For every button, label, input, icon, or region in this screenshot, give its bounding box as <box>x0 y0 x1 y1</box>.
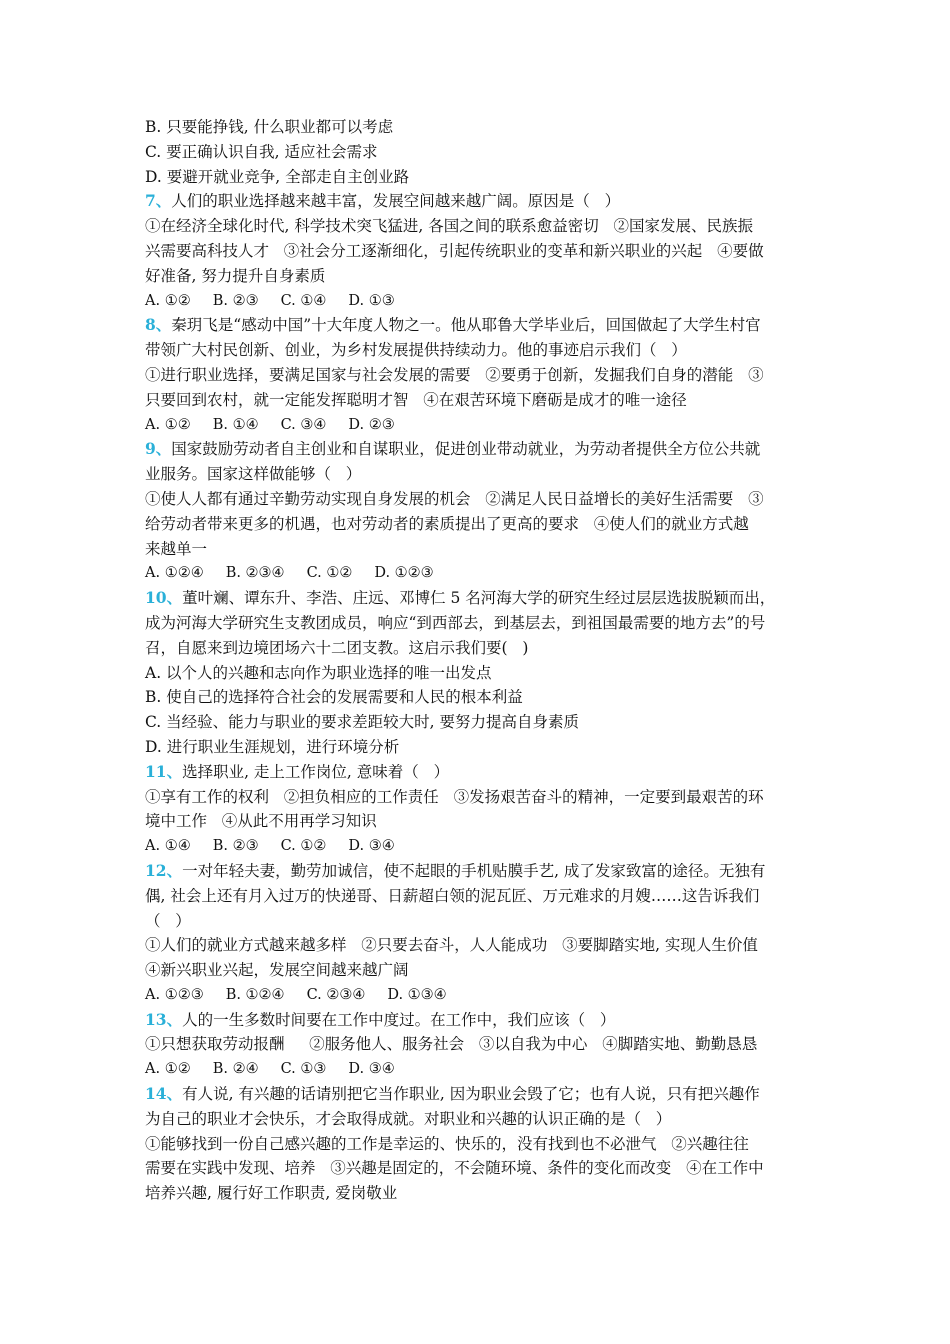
answer-choices <box>145 1057 815 1082</box>
question-stem-text: 人的一生多数时间要在工作中度过。在工作中，我们应该（ ） <box>182 1010 616 1029</box>
question-stem <box>145 313 815 338</box>
question-block <box>145 189 815 313</box>
statement-line: 培养兴趣, 履行好工作职责, 爱岗敬业 <box>145 1184 398 1203</box>
question-stem-text: 带领广大村民创新、创业，为乡村发展提供持续动力。他的事迹启示我们（ ） <box>145 341 687 360</box>
answer-choices <box>145 561 815 586</box>
answer-choice: C. ②③④ <box>306 986 366 1003</box>
option-line: B. 只要能挣钱, 什么职业都可以考虑 <box>145 118 394 136</box>
answer-choice: B. ②③ <box>212 292 259 309</box>
question-block <box>145 586 815 760</box>
option-line: D. 要避开就业竞争, 全部走自主创业路 <box>145 167 410 186</box>
answer-choice: D. ③④ <box>348 1061 395 1078</box>
answer-choice: A. ①②④ <box>145 565 204 582</box>
statement-line: ①只想获取劳动报酬 ②服务他人、服务社会 ③以自我为中心 ④脚踏实地、勤勤恳恳 <box>145 1035 758 1054</box>
question-number: 7、 <box>145 191 172 211</box>
option-line: C. 要正确认识自我, 适应社会需求 <box>145 142 378 161</box>
question-stem-text: 召，自愿来到边境团场六十二团支教。这启示我们要( ) <box>145 638 529 657</box>
answer-choice: B. ②④ <box>212 1061 259 1078</box>
statement-line: 需要在实践中发现、培养 ③兴趣是固定的，不会随环境、条件的变化而改变 ④在工作中 <box>145 1159 764 1178</box>
statement-line: 来越单一 <box>145 539 208 558</box>
question-block <box>145 760 815 859</box>
question-stem-text: 秦玥飞是“感动中国”十大年度人物之一。他从耶鲁大学毕业后，回国做起了大学生村官 <box>171 316 761 335</box>
question-stem-text: （ ） <box>145 911 191 930</box>
answer-choice: C. ①② <box>306 565 353 582</box>
question-stem-text: 人们的职业选择越来越丰富，发展空间越来越广阔。原因是（ ） <box>171 192 621 211</box>
document-page <box>145 115 815 1206</box>
statement-line: A. 以个人的兴趣和志向作为职业选择的唯一出发点 <box>145 663 492 682</box>
question-stem-text: 为自己的职业才会快乐，才会取得成就。对职业和兴趣的认识正确的是（ ） <box>145 1109 672 1128</box>
question-stem-continued <box>145 462 815 487</box>
answer-choice: D. ①②③ <box>374 565 434 582</box>
question-stem <box>145 437 815 462</box>
question-number: 13、 <box>145 1009 183 1029</box>
question-stem-text: 董叶斓、谭东升、李浩、庄远、邓博仁 5 名河海大学的研究生经过层层选拔脱颖而出， <box>182 589 776 608</box>
answer-choices <box>145 289 815 314</box>
question-stem <box>145 189 815 214</box>
question-stem <box>145 586 815 611</box>
question-stem-continued <box>145 909 815 934</box>
question-block <box>145 859 815 1008</box>
question-block <box>145 1008 815 1082</box>
question-block <box>145 437 815 586</box>
question-block <box>145 1082 815 1206</box>
previous-question-options <box>145 115 815 189</box>
question-stem-text: 一对年轻夫妻，勤劳加诚信，使不起眼的手机贴膜手艺, 成了发家致富的途径。无独有 <box>182 861 766 880</box>
question-stem-text: 国家鼓励劳动者自主创业和自谋职业，促进创业带动就业，为劳动者提供全方位公共就 <box>171 440 761 459</box>
statement-line: ①能够找到一份自己感兴趣的工作是幸运的、快乐的，没有找到也不必泄气 ②兴趣往往 <box>145 1134 749 1153</box>
question-stem <box>145 1008 815 1033</box>
statement-line: 只要回到农村，就一定能发挥聪明才智 ④在艰苦环境下磨砺是成才的唯一途径 <box>145 390 687 409</box>
statement-line: 兴需要高科技人才 ③社会分工逐渐细化，引起传统职业的变革和新兴职业的兴起 ④要做 <box>145 241 764 260</box>
answer-choice: A. ①② <box>145 292 191 309</box>
question-stem-continued <box>145 636 815 661</box>
answer-choice: B. ②③④ <box>225 565 285 582</box>
answer-choice: D. ②③ <box>348 416 395 433</box>
question-number: 8、 <box>145 315 172 335</box>
question-number: 9、 <box>145 439 172 459</box>
answer-choice: C. ③④ <box>280 416 327 433</box>
answer-choice: A. ①② <box>145 1061 191 1078</box>
question-stem-text: 偶, 社会上还有月入过万的快递哥、日薪超白领的泥瓦匠、万元难求的月嫂……这告诉我们 <box>145 886 760 905</box>
question-stem <box>145 859 815 884</box>
answer-choice: B. ①②④ <box>225 986 285 1003</box>
question-stem <box>145 760 815 785</box>
statement-line: 好准备, 努力提升自身素质 <box>145 266 326 285</box>
answer-choices <box>145 834 815 859</box>
question-stem <box>145 1082 815 1107</box>
answer-choices <box>145 983 815 1008</box>
statement-line: ④新兴职业兴起，发展空间越来越广阔 <box>145 961 409 980</box>
statement-line: ①使人人都有通过辛勤劳动实现自身发展的机会 ②满足人民日益增长的美好生活需要 ③ <box>145 489 764 508</box>
answer-choice: C. ①② <box>280 838 327 855</box>
question-block <box>145 313 815 437</box>
statement-line: 给劳动者带来更多的机遇，也对劳动者的素质提出了更高的要求 ④使人们的就业方式越 <box>145 514 749 533</box>
question-number: 11、 <box>145 761 183 781</box>
statement-line: D. 进行职业生涯规划，进行环境分析 <box>145 737 400 756</box>
statement-line: C. 当经验、能力与职业的要求差距较大时, 要努力提高自身素质 <box>145 713 580 732</box>
question-stem-text: 有人说, 有兴趣的话请别把它当作职业, 因为职业会毁了它；也有人说，只有把兴趣作 <box>182 1085 760 1104</box>
answer-choice: A. ①② <box>145 416 191 433</box>
question-number: 10、 <box>145 588 183 608</box>
answer-choices <box>145 413 815 438</box>
question-number: 14、 <box>145 1084 183 1104</box>
statement-line: 境中工作 ④从此不用再学习知识 <box>145 812 377 831</box>
question-stem-continued <box>145 1107 815 1132</box>
answer-choice: D. ①③ <box>348 292 395 309</box>
question-stem-text: 成为河海大学研究生支教团成员，响应“到西部去，到基层去，到祖国最需要的地方去”的号 <box>145 613 766 632</box>
answer-choice: C. ①③ <box>280 1061 327 1078</box>
answer-choice: C. ①④ <box>280 292 327 309</box>
question-stem-continued <box>145 338 815 363</box>
question-number: 12、 <box>145 860 183 880</box>
question-stem-continued <box>145 611 815 636</box>
statement-line: ①享有工作的权利 ②担负相应的工作责任 ③发扬艰苦奋斗的精神，一定要到最艰苦的环 <box>145 787 764 806</box>
question-stem-text: 选择职业, 走上工作岗位, 意味着（ ） <box>182 762 450 781</box>
statement-line: ①在经济全球化时代, 科学技术突飞猛进, 各国之间的联系愈益密切 ②国家发展、民族振 <box>145 217 753 236</box>
answer-choice: D. ③④ <box>348 838 395 855</box>
answer-choice: B. ①④ <box>212 416 259 433</box>
answer-choice: A. ①④ <box>145 838 191 855</box>
statement-line: ①人们的就业方式越来越多样 ②只要去奋斗，人人能成功 ③要脚踏实地, 实现人生价值 <box>145 936 758 955</box>
question-list <box>145 189 815 1206</box>
question-stem-continued <box>145 884 815 909</box>
statement-line: ①进行职业选择，要满足国家与社会发展的需要 ②要勇于创新，发掘我们自身的潜能 ③ <box>145 365 764 384</box>
answer-choice: A. ①②③ <box>145 986 204 1003</box>
question-stem-text: 业服务。国家这样做能够（ ） <box>145 465 362 484</box>
answer-choice: B. ②③ <box>212 838 259 855</box>
statement-line: B. 使自己的选择符合社会的发展需要和人民的根本利益 <box>145 688 523 707</box>
answer-choice: D. ①③④ <box>387 986 447 1003</box>
